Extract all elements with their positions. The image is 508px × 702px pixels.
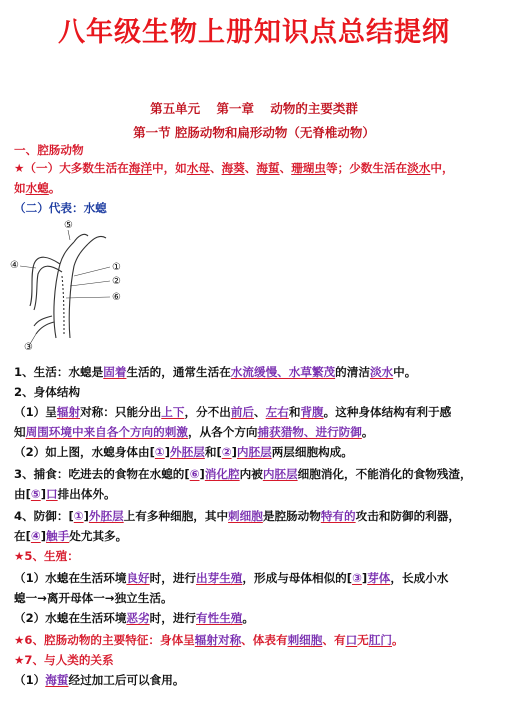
line-reproduction-heading: ★5、生殖： — [14, 549, 79, 563]
line-symmetry-1: （1）呈辐射对称：只能分出上下，分不出前后、左右和背腹。这种身体结构有利于感 — [14, 405, 452, 419]
line-defense-2: 在[④]触手处尤其多。 — [14, 529, 128, 543]
diagram-label-3: ③ — [24, 342, 33, 353]
line-budding-2: 螅一→离开母体一→独立生活。 — [14, 591, 173, 605]
line-structure-heading: 2、身体结构 — [14, 385, 81, 399]
line-edible-jellyfish: （1）海蜇经过加工后可以食用。 — [14, 673, 185, 687]
line-feeding-2: 由[⑤]口排出体外。 — [14, 487, 116, 501]
chapter-label: 第一章 — [216, 101, 254, 116]
paragraph-habitat-2: 如水螅。 — [14, 181, 61, 195]
line-layers: （2）如上图，水螅身体由[①]外胚层和[②]内胚层两层细胞构成。 — [14, 445, 353, 459]
line-feeding-1: 3、捕食：吃进去的食物在水螅的[⑥]消化腔内被内胚层细胞消化，不能消化的食物残渣， — [14, 467, 472, 481]
heading-coelenterates: 一、腔肠动物 — [14, 143, 84, 157]
diagram-label-5: ⑤ — [64, 220, 73, 231]
line-symmetry-2: 知周围环境中来自各个方向的刺激，从各个方向捕获猎物、进行防御。 — [14, 425, 374, 439]
page-title: 八年级生物上册知识点总结提纲 — [58, 17, 450, 48]
diagram-label-1: ① — [112, 262, 121, 273]
hydra-diagram — [8, 216, 128, 356]
line-defense-1: 4、防御：[①]外胚层上有多种细胞，其中刺细胞是腔肠动物特有的攻击和防御的利器， — [14, 509, 460, 523]
diagram-label-2: ② — [112, 276, 121, 287]
line-budding-1: （1）水螅在生活环境良好时，进行出芽生殖，形成与母体相似的[③]芽体，长成小水 — [14, 571, 449, 585]
unit-label: 第五单元 — [150, 101, 201, 116]
paragraph-habitat-1: ★（一）大多数生活在海洋中，如水母、海葵、海蜇、珊瑚虫等；少数生活在淡水中， — [14, 161, 454, 175]
line-main-features: ★6、腔肠动物的主要特征：身体呈辐射对称、体表有刺细胞、有口无肛门。 — [14, 633, 404, 647]
unit-heading — [0, 99, 508, 117]
chapter-name: 动物的主要类群 — [270, 101, 358, 116]
line-life: 1、生活：水螅是固着生活的，通常生活在水流缓慢、水草繁茂的清洁淡水中。 — [14, 365, 417, 379]
heading-hydra: （二）代表：水螅 — [14, 201, 107, 215]
diagram-label-4: ④ — [10, 260, 19, 271]
line-relationship-heading: ★7、与人类的关系 — [14, 653, 114, 667]
diagram-label-6: ⑥ — [112, 292, 121, 303]
line-sexual-reproduction: （2）水螅在生活环境恶劣时，进行有性生殖。 — [14, 611, 255, 625]
section-heading: 第一节 腔肠动物和扁形动物（无脊椎动物） — [133, 125, 375, 140]
